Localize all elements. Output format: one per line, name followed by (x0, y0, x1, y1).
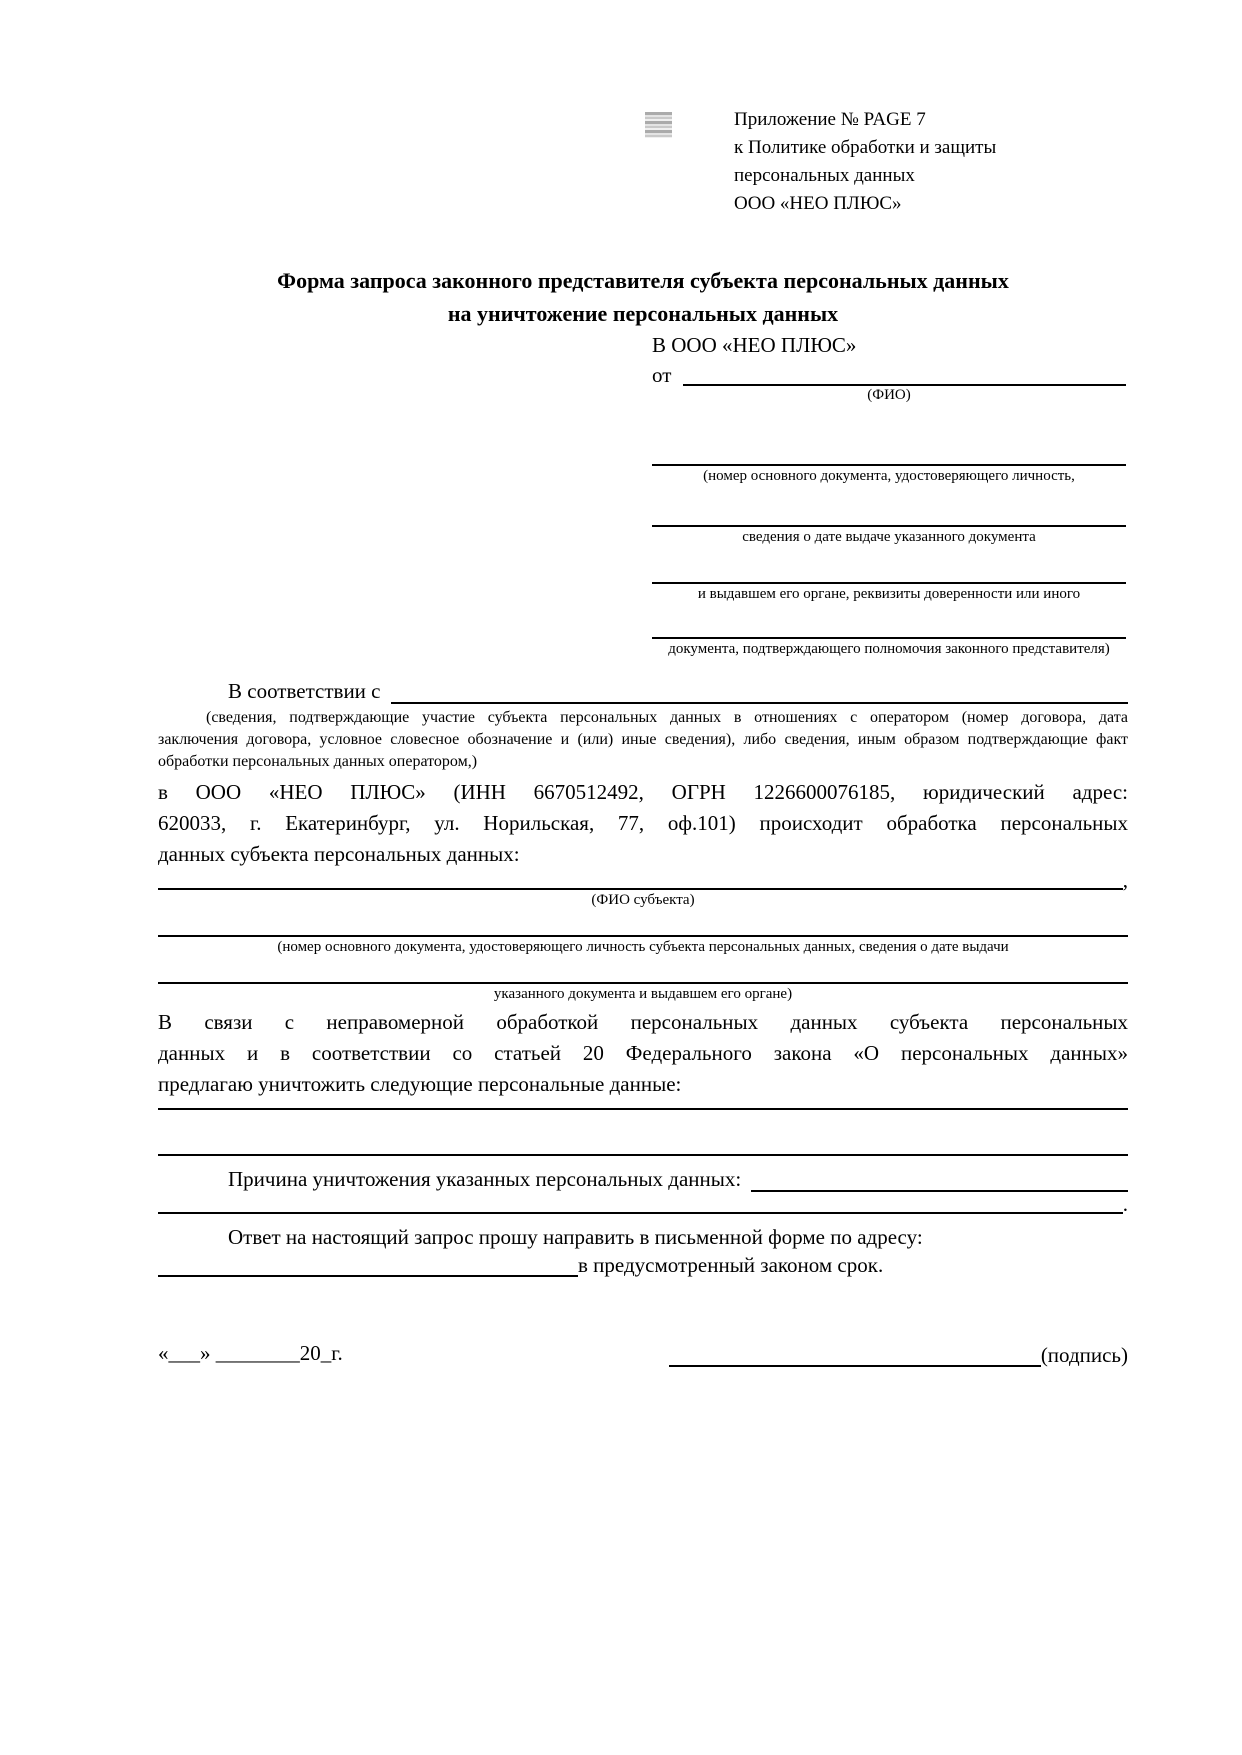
header-appendix-line: Приложение № PAGE 7 (734, 109, 926, 130)
response-text: Ответ на настоящий запрос прошу направить в письменной форме по адресу: (228, 1225, 923, 1249)
reason-label: Причина уничтожения указанных персональных данных: (228, 1167, 742, 1191)
appendix-header (734, 106, 996, 218)
page-title-line-2: на уничтожение персональных данных (447, 301, 839, 326)
operator-paragraph-line-3: данных субъекта персональных данных: (158, 842, 520, 866)
date-field[interactable]: «___» ________20_г. (158, 1341, 343, 1365)
subject-fio-blank[interactable] (158, 876, 1123, 890)
data-to-destroy-blank-1[interactable] (158, 1100, 1128, 1110)
signature-blank[interactable] (669, 1345, 1041, 1367)
recipient-block (652, 330, 1126, 658)
issue-date-blank[interactable] (652, 485, 1126, 527)
response-address-row (158, 1253, 1128, 1277)
destruction-paragraph-line-1: В связи с неправомерной обработкой персональных данных субъекта персональных (158, 1010, 1128, 1034)
signature-group (669, 1343, 1128, 1367)
reason-blank[interactable] (751, 1170, 1128, 1192)
reason-row (158, 1156, 1128, 1192)
accordance-row (158, 664, 1128, 704)
header-company-line: ООО «НЕО ПЛЮС» (734, 193, 902, 214)
subject-fio-caption: (ФИО субъекта) (591, 892, 695, 908)
subject-doc-blank-1[interactable] (158, 909, 1128, 937)
page-title (158, 264, 1128, 330)
accordance-note-line-1: (сведения, подтверждающие участие субъекта персональных данных в отношениях с оператором (номер договора, дата (206, 709, 1128, 726)
document-header (645, 106, 1128, 218)
accordance-blank[interactable] (391, 680, 1129, 704)
subject-doc-caption-1: (номер основного документа, удостоверяющего личность субъекта персональных данных, сведения о дате выдачи (277, 939, 1009, 955)
from-row (652, 360, 1126, 386)
page-title-line-1: Форма запроса законного представителя субъекта персональных данных (277, 268, 1009, 293)
attorney-document-blank[interactable] (652, 603, 1126, 639)
accordance-note-line-2: заключения договора, условное словесное обозначение и (или) иные сведения), либо сведения, иным образом подтверждающие факт (158, 731, 1128, 748)
accordance-note (158, 707, 1128, 773)
signature-caption: (подпись) (1040, 1343, 1128, 1367)
subject-doc-blank-2[interactable] (158, 956, 1128, 984)
from-label: от (652, 363, 672, 387)
fio-caption: (ФИО) (867, 387, 911, 403)
destruction-paragraph-line-2: данных и в соответствии со статьей 20 Федерального закона «О персональных данных» (158, 1041, 1128, 1065)
footer-row (158, 1339, 1128, 1367)
destruction-paragraph (158, 1007, 1128, 1100)
data-to-destroy-blank-2[interactable] (158, 1110, 1128, 1156)
response-suffix: в предусмотренный законом срок. (578, 1253, 884, 1277)
accordance-label: В соответствии с (228, 679, 381, 703)
attorney-document-caption: документа, подтверждающего полномочия законного представителя) (668, 641, 1110, 657)
reason-continuation-blank[interactable] (158, 1192, 1123, 1214)
operator-paragraph-line-2: 620033, г. Екатеринбург, ул. Норильская, 77, оф.101) происходит обработка персональных (158, 811, 1128, 835)
destruction-paragraph-line-3: предлагаю уничтожить следующие персональные данные: (158, 1072, 682, 1096)
response-address-blank[interactable] (158, 1255, 578, 1277)
issuing-authority-caption: и выдавшем его органе, реквизиты доверенности или иного (697, 586, 1081, 602)
header-personal-data-line: персональных данных (734, 165, 915, 186)
recipient-to: В ООО «НЕО ПЛЮС» (652, 333, 857, 357)
subject-doc-caption-2: указанного документа и выдавшем его органе) (493, 986, 793, 1002)
operator-paragraph-line-1: в ООО «НЕО ПЛЮС» (ИНН 6670512492, ОГРН 1226600076185, юридический адрес: (158, 780, 1128, 804)
fio-blank[interactable] (683, 364, 1126, 386)
reason-period: . (1122, 1192, 1128, 1216)
subject-fio-row (158, 870, 1128, 890)
subject-fio-comma: , (1122, 868, 1128, 892)
issuing-authority-blank[interactable] (652, 546, 1126, 584)
accordance-note-line-3: обработки персональных данных оператором,) (158, 753, 478, 770)
doc-number-caption: (номер основного документа, удостоверяющего личность, (703, 468, 1075, 484)
header-policy-line: к Политике обработки и защиты (734, 137, 997, 158)
field-code-icon (645, 112, 672, 138)
operator-paragraph (158, 777, 1128, 870)
reason-continuation-row (158, 1192, 1128, 1214)
doc-number-blank[interactable] (652, 404, 1126, 466)
issue-date-caption: сведения о дате выдаче указанного документа (742, 529, 1036, 545)
